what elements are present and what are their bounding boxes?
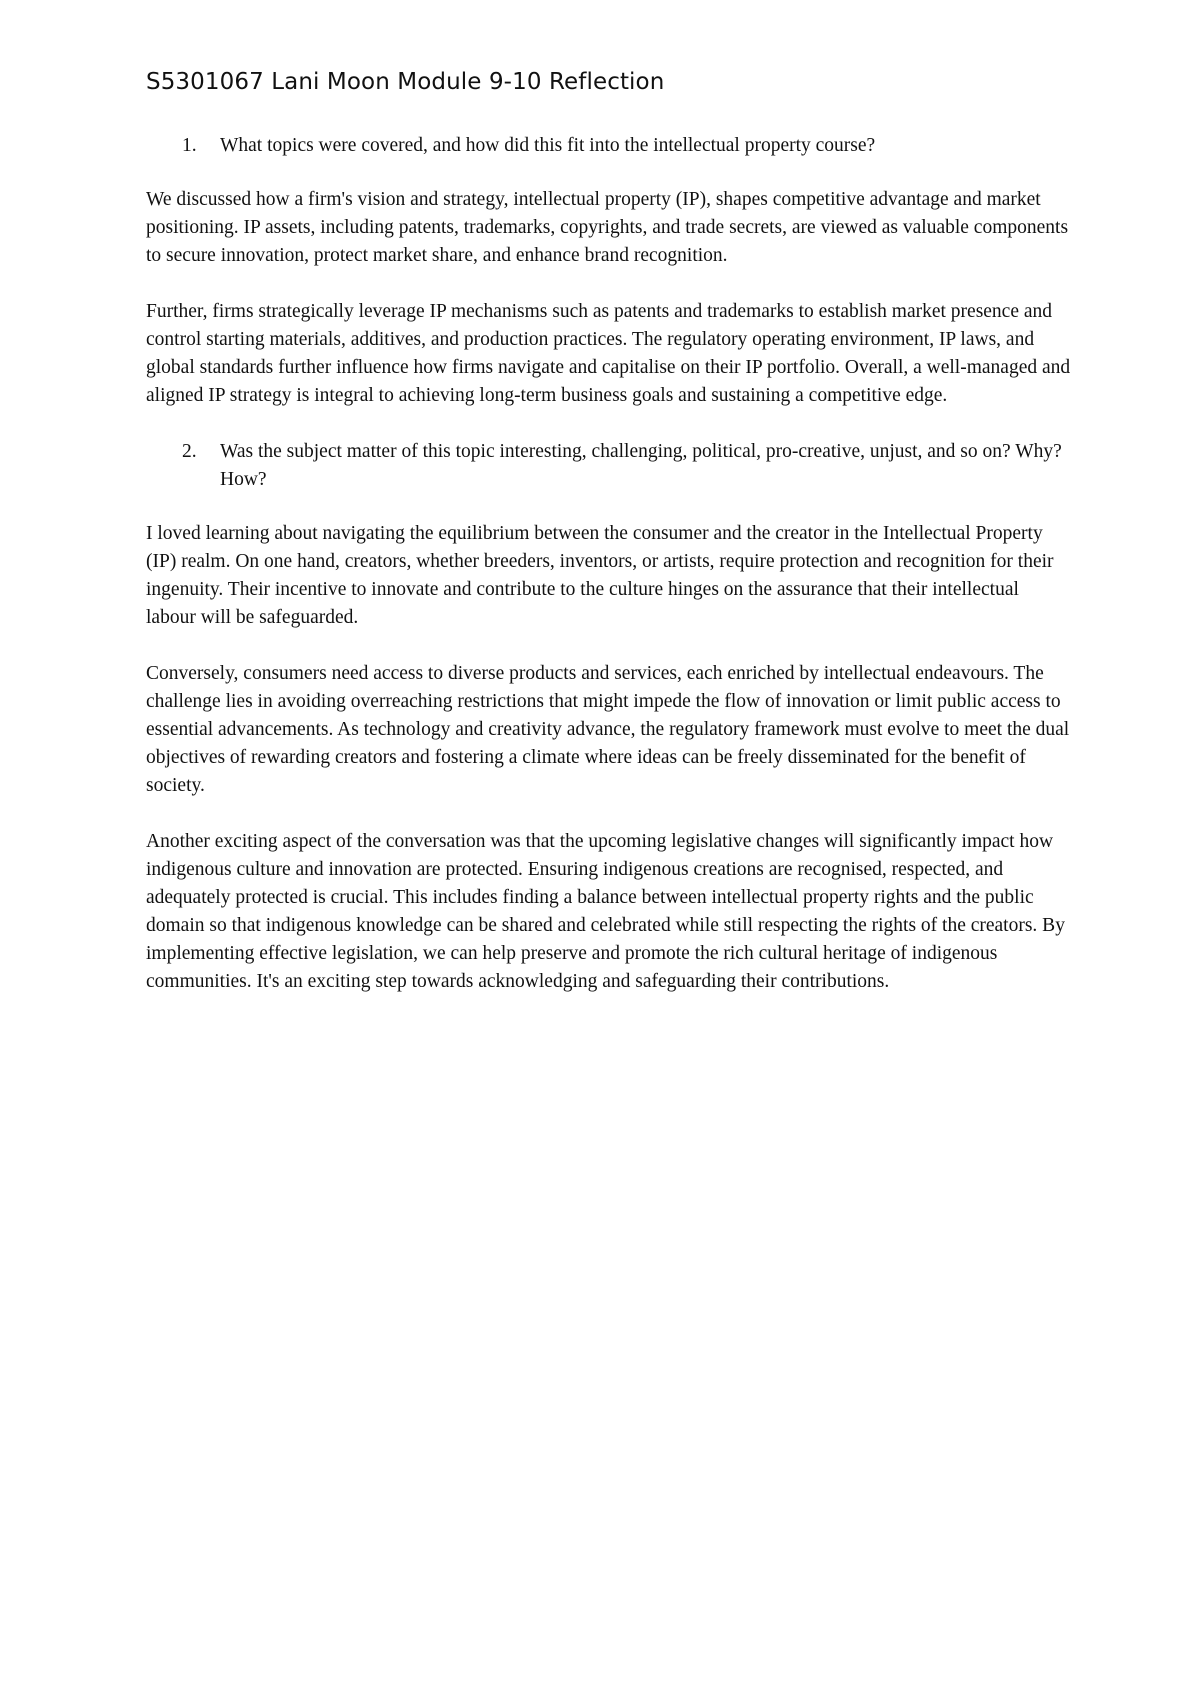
answer-paragraph: We discussed how a firm's vision and strategy, intellectual property (IP), shapes competitive advantage and market positioning. IP assets, including patents, trademarks, copyrights, and trade secrets, are viewed as valuable components to secure innovation, protect market share, and enhance brand recognition.	[146, 189, 1069, 266]
document-body	[146, 66, 1071, 1024]
question-number: 1.	[182, 135, 197, 156]
answer-paragraph: Conversely, consumers need access to diverse products and services, each enriched by intellectual endeavours. The challenge lies in avoiding overreaching restrictions that might impede the flow of innovation or limit public access to essential advancements. As technology and creativity advance, the regulatory framework must evolve to meet the dual objectives of rewarding creators and fostering a climate where ideas can be freely disseminated for the benefit of society.	[146, 663, 1070, 796]
answer-paragraph: I loved learning about navigating the equilibrium between the consumer and the creator in the Intellectual Property (IP) realm. On one hand, creators, whether breeders, inventors, or artists, require protection and recognition for their ingenuity. Their incentive to innovate and contribute to the culture hinges on the assurance that their intellectual labour will be safeguarded.	[146, 523, 1054, 628]
question-text: What topics were covered, and how did this fit into the intellectual property course?	[220, 135, 876, 156]
question-2	[146, 438, 1071, 494]
question-number: 2.	[182, 441, 197, 462]
question-text: Was the subject matter of this topic interesting, challenging, political, pro-creative, unjust, and so on? Why? How?	[220, 441, 1062, 490]
document-title: S5301067 Lani Moon Module 9-10 Reflection	[146, 69, 665, 95]
answer-paragraph: Further, firms strategically leverage IP mechanisms such as patents and trademarks to establish market presence and control starting materials, additives, and production practices. The regulatory operating environment, IP laws, and global standards further influence how firms navigate and capitalise on their IP portfolio. Overall, a well-managed and aligned IP strategy is integral to achieving long-term business goals and sustaining a competitive edge.	[146, 301, 1071, 406]
answer-paragraph: Another exciting aspect of the conversation was that the upcoming legislative changes will significantly impact how indigenous culture and innovation are protected. Ensuring indigenous creations are recognised, respected, and adequately protected is crucial. This includes finding a balance between intellectual property rights and the public domain so that indigenous knowledge can be shared and celebrated while still respecting the rights of the creators. By implementing effective legislation, we can help preserve and promote the rich cultural heritage of indigenous communities. It's an exciting step towards acknowledging and safeguarding their contributions.	[146, 831, 1065, 992]
question-1	[146, 132, 1071, 160]
